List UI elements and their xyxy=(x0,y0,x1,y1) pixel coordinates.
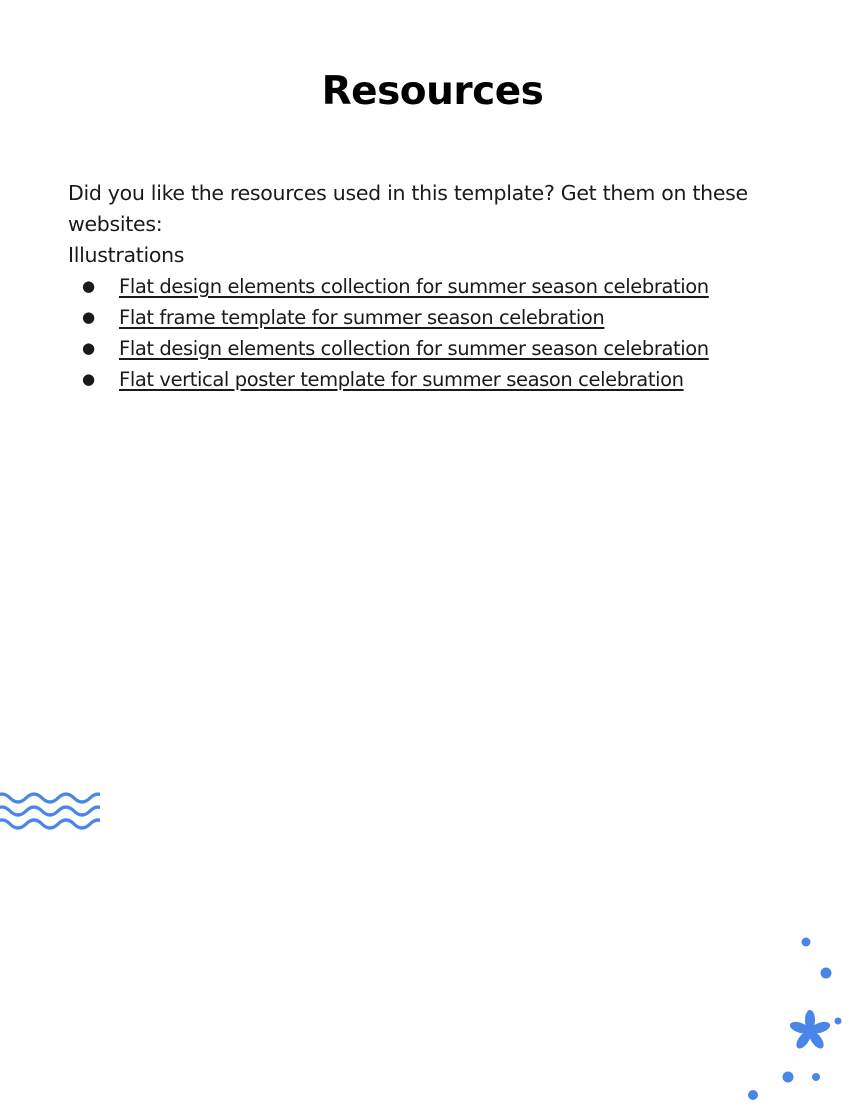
bullet-icon: ● xyxy=(82,339,95,357)
dot-icon xyxy=(802,938,811,947)
resources-content xyxy=(68,178,788,395)
list-item xyxy=(68,333,788,364)
list-item xyxy=(68,271,788,302)
bullet-icon: ● xyxy=(82,370,95,388)
list-item xyxy=(68,302,788,333)
waves-icon xyxy=(0,786,100,836)
dot-icon xyxy=(783,1072,794,1083)
bullet-icon: ● xyxy=(82,277,95,295)
resource-link[interactable]: Flat frame template for summer season celebration xyxy=(119,306,605,329)
resource-link[interactable]: Flat design elements collection for summer season celebration xyxy=(119,337,709,360)
list-item xyxy=(68,364,788,395)
dot-icon xyxy=(821,968,832,979)
resource-link-list xyxy=(68,271,788,395)
bullet-icon: ● xyxy=(82,308,95,326)
resource-link[interactable]: Flat vertical poster template for summer season celebration xyxy=(119,368,684,391)
dot-icon xyxy=(748,1090,758,1100)
resource-link[interactable]: Flat design elements collection for summer season celebration xyxy=(119,275,709,298)
dot-icon xyxy=(812,1073,820,1081)
section-heading-illustrations: Illustrations xyxy=(68,243,185,267)
flower-icon xyxy=(740,930,865,1105)
dot-icon xyxy=(835,1018,842,1025)
page-title: Resources xyxy=(321,69,544,114)
intro-text: Did you like the resources used in this template? Get them on these websites: xyxy=(68,181,748,236)
